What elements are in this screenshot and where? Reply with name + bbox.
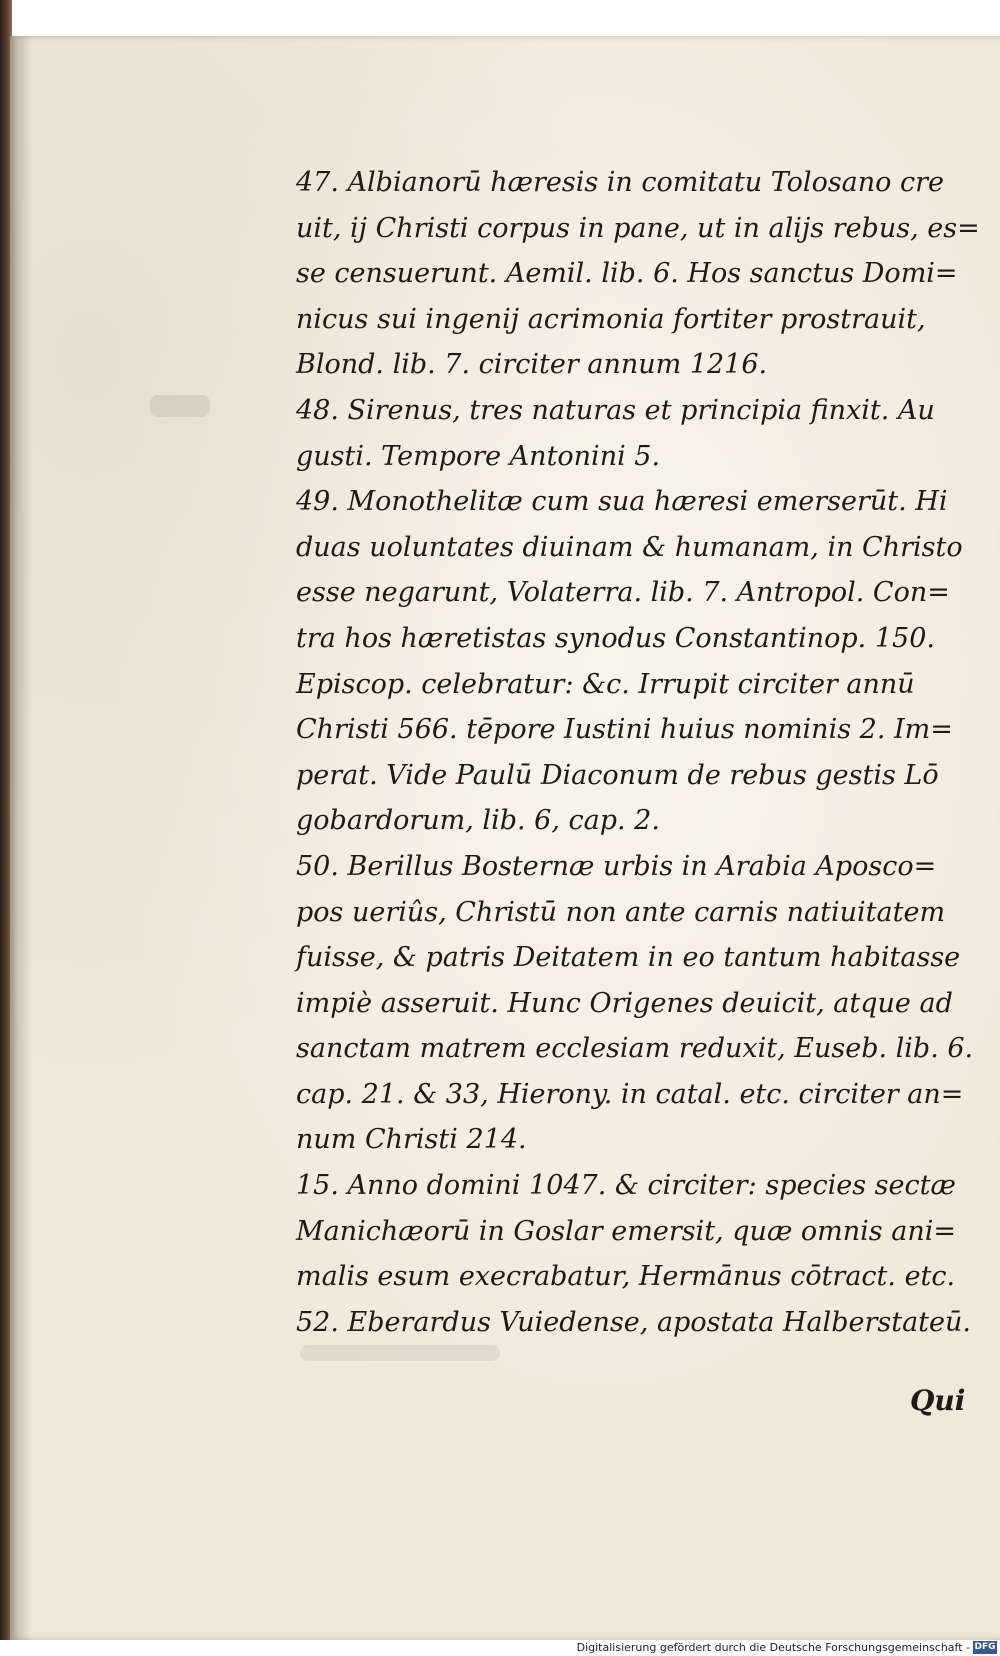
text-line: sanctam matrem ecclesiam reduxit, Euseb. lib. 6. xyxy=(296,1033,974,1065)
text-line: cap. 21. & 33, Hierony. in catal. etc. circiter an= xyxy=(296,1078,964,1110)
text-line: Blond. lib. 7. circiter annum 1216. xyxy=(296,349,768,381)
text-line: perat. Vide Paulū Diaconum de rebus gestis Lō xyxy=(296,759,939,791)
catchword: Qui xyxy=(910,1384,966,1417)
page-gutter-shadow xyxy=(10,36,32,1640)
text-line: 49. Monothelitæ cum sua hæresi emerserūt. Hi xyxy=(296,486,948,518)
text-line: malis esum execrabatur, Hermānus cōtract. etc. xyxy=(296,1261,956,1293)
text-line: 48. Sirenus, tres naturas et principia finxit. Au xyxy=(296,394,935,426)
text-line: esse negarunt, Volaterra. lib. 7. Antropol. Con= xyxy=(296,577,950,609)
text-line: gobardorum, lib. 6, cap. 2. xyxy=(296,805,660,837)
bleed-through-mark xyxy=(150,395,210,417)
text-line: 52. Eberardus Vuiedense, apostata Halberstateū. xyxy=(296,1306,971,1338)
text-line: 47. Albianorū hæresis in comitatu Tolosano cre xyxy=(296,167,945,198)
bleed-through-mark xyxy=(300,1345,500,1361)
text-line: Episcop. celebratur: &c. Irrupit circiter annū xyxy=(296,668,915,700)
text-line: pos ueriûs, Christū non ante carnis natiuitatem xyxy=(296,896,946,928)
text-line: nicus sui ingenij acrimonia fortiter prostrauit, xyxy=(296,303,926,335)
dfg-logo: DFG xyxy=(974,1642,996,1652)
page-text-block xyxy=(296,160,981,1345)
text-line: gusti. Tempore Antonini 5. xyxy=(296,440,661,472)
text-line: 50. Berillus Bosternæ urbis in Arabia Aposco= xyxy=(296,850,937,882)
text-line: 15. Anno domini 1047. & circiter: species sectæ xyxy=(296,1170,956,1202)
text-line: impiè asseruit. Hunc Origenes deuicit, atque ad xyxy=(296,987,953,1019)
digitization-credit: Digitalisierung gefördert durch die Deutsche Forschungsgemeinschaft - xyxy=(576,1641,970,1654)
text-line: Manichæorū in Goslar emersit, quæ omnis ani= xyxy=(296,1215,956,1247)
text-line: Christi 566. tēpore Iustini huius nominis 2. Im= xyxy=(296,714,953,746)
text-line: duas uoluntates diuinam & humanam, in Christo xyxy=(296,531,963,563)
text-line: uit, ij Christi corpus in pane, ut in alijs rebus, es= xyxy=(296,212,980,244)
text-line: tra hos hæretistas synodus Constantinop. 150. xyxy=(296,622,935,654)
text-line: se censuerunt. Aemil. lib. 6. Hos sanctus Domi= xyxy=(296,258,958,290)
text-line: fuisse, & patris Deitatem in eo tantum habitasse xyxy=(296,942,961,974)
text-line: num Christi 214. xyxy=(296,1124,527,1156)
